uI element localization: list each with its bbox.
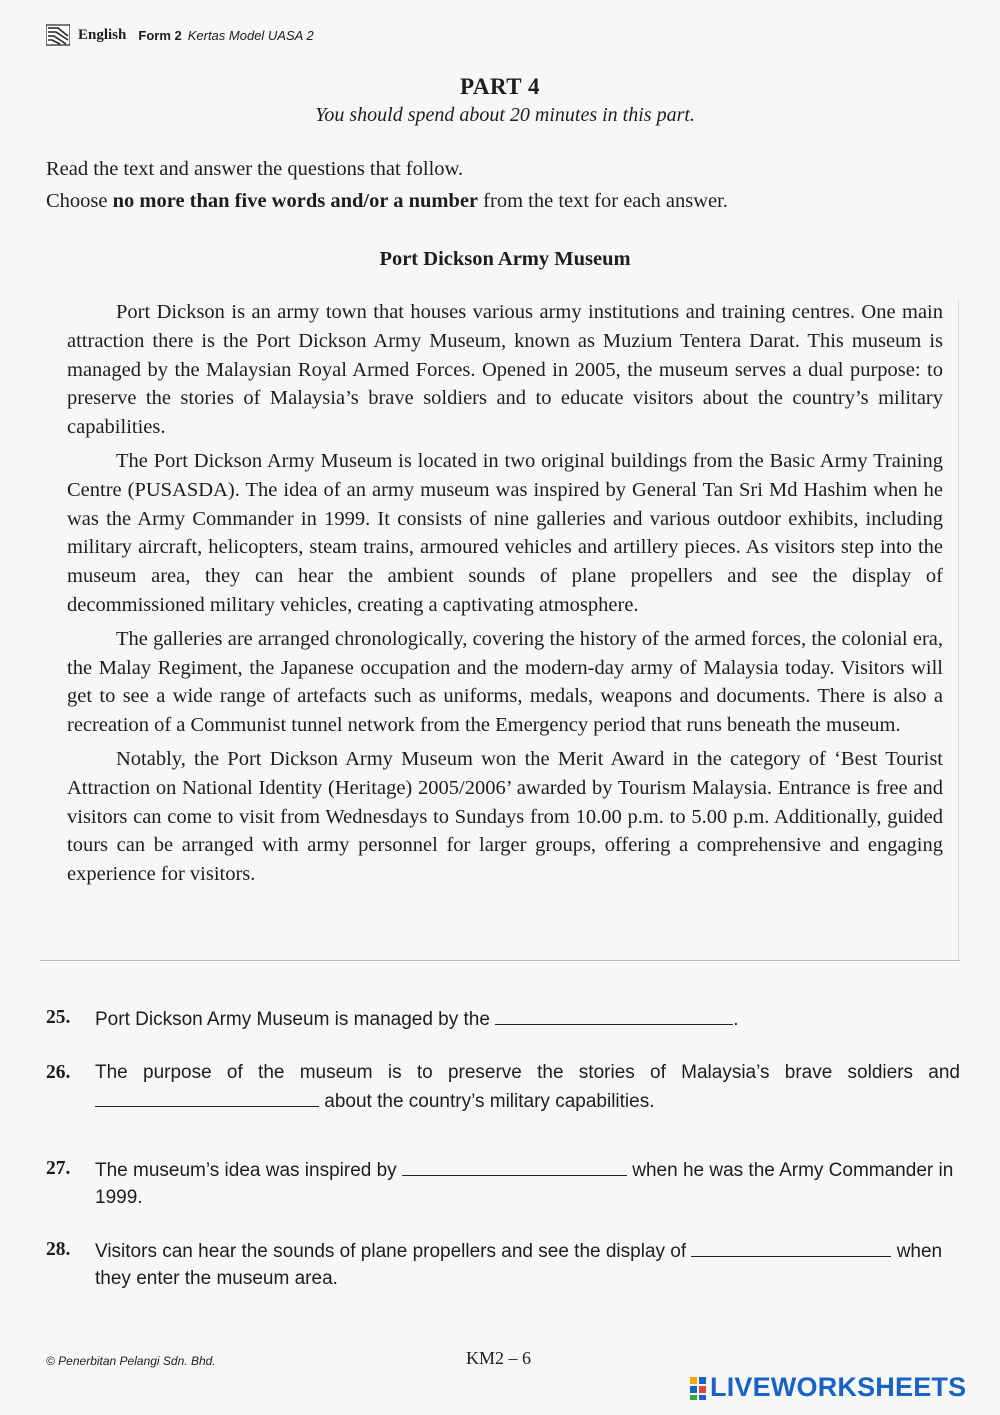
instruction-line-1: Read the text and answer the questions that follow.: [46, 158, 464, 180]
answer-blank-28[interactable]: [691, 1236, 891, 1257]
question-27: [46, 1155, 960, 1211]
copyright-text: © Penerbitan Pelangi Sdn. Bhd.: [46, 1354, 216, 1368]
passage-divider: [40, 960, 960, 961]
part-subtitle: You should spend about 20 minutes in this part.: [315, 104, 695, 126]
answer-blank-26[interactable]: [95, 1086, 319, 1107]
question-number: 25.: [46, 1007, 71, 1028]
form-label: Form 2: [138, 27, 182, 43]
page-number: KM2 – 6: [466, 1348, 532, 1368]
answer-blank-25[interactable]: [495, 1004, 733, 1025]
liveworksheets-logo-icon: [690, 1375, 708, 1401]
instruction-line-2-bold: no more than five words and/or a number: [112, 190, 479, 212]
watermark-text: LIVEWORKSHEETS: [710, 1372, 967, 1402]
question-26: [46, 1059, 960, 1115]
question-number: 26.: [46, 1062, 71, 1083]
passage-border: [958, 300, 959, 960]
question-text-after: .: [733, 1009, 739, 1030]
question-text-before: Visitors can hear the sounds of plane propellers and see the display of: [95, 1241, 692, 1262]
instruction-line-2: [46, 190, 728, 213]
part-title: PART 4: [460, 74, 540, 99]
subject-label: English: [78, 26, 127, 43]
question-25: [46, 1004, 960, 1033]
answer-blank-27[interactable]: [402, 1155, 627, 1176]
liveworksheets-watermark: [690, 1372, 966, 1403]
question-text-before: The museum’s idea was inspired by: [95, 1160, 402, 1181]
question-text-after: when he was the Army Commander in 1999.: [95, 1160, 954, 1208]
question-number: 28.: [46, 1239, 71, 1260]
paper-label: Kertas Model UASA 2: [187, 27, 314, 43]
instruction-line-2-pre: Choose: [46, 190, 113, 212]
passage-title: Port Dickson Army Museum: [379, 248, 631, 270]
publisher-logo-icon: [46, 24, 70, 46]
passage-paragraph-1: Port Dickson is an army town that houses various army institutions and training centres. One main attraction there is the Port Dickson Army Museum, known as Muzium Tentera Darat. This museum is managed by the Malaysian Royal Armed Forces. Opened in 2005, the museum serves a dual purpose: to preserve the stories of Malaysia’s brave soldiers and to educate visitors about the country’s military capabilities.: [67, 301, 943, 439]
question-text-after: about the country’s military capabilities.: [319, 1091, 655, 1112]
question-28: [46, 1236, 960, 1292]
question-number: 27.: [46, 1158, 71, 1179]
question-text-after: when they enter the museum area.: [95, 1241, 943, 1289]
question-text-before: Port Dickson Army Museum is managed by the: [95, 1009, 496, 1030]
page-header: [46, 24, 314, 46]
instruction-line-2-post: from the text for each answer.: [478, 190, 728, 212]
passage-paragraph-2: The Port Dickson Army Museum is located in two original buildings from the Basic Army Training Centre (PUSASDA). The idea of an army museum was inspired by General Tan Sri Md Hashim when he was the Army Commander in 1999. It consists of nine galleries and various outdoor exhibits, including military aircraft, helicopters, steam trains, armoured vehicles and artillery pieces. As visitors step into the museum area, they can hear the ambient sounds of plane propellers and see the display of decommissioned military vehicles, creating a captivating atmosphere.: [67, 449, 943, 616]
passage-paragraph-4: Notably, the Port Dickson Army Museum won the Merit Award in the category of ‘Best Tourist Attraction on National Identity (Heritage) 2005/2006’ awarded by Tourism Malaysia. Entrance is free and visitors can come to visit from Wednesdays to Sundays from 10.00 p.m. to 5.00 p.m. Additionally, guided tours can be arranged with army personnel for larger groups, offering a comprehensive and engaging experience for visitors.: [67, 747, 943, 886]
passage-paragraph-3: The galleries are arranged chronologically, covering the history of the armed forces, the colonial era, the Malay Regiment, the Japanese occupation and the modern-day army of Malaysia today. Visitors will get to see a wide range of artefacts such as uniforms, medals, weapons and documents. There is also a recreation of a Communist tunnel network from the Emergency period that runs beneath the museum.: [67, 627, 943, 737]
question-text-before: The purpose of the museum is to preserve the stories of Malaysia’s brave soldiers and: [95, 1062, 960, 1083]
passage: [67, 298, 943, 894]
